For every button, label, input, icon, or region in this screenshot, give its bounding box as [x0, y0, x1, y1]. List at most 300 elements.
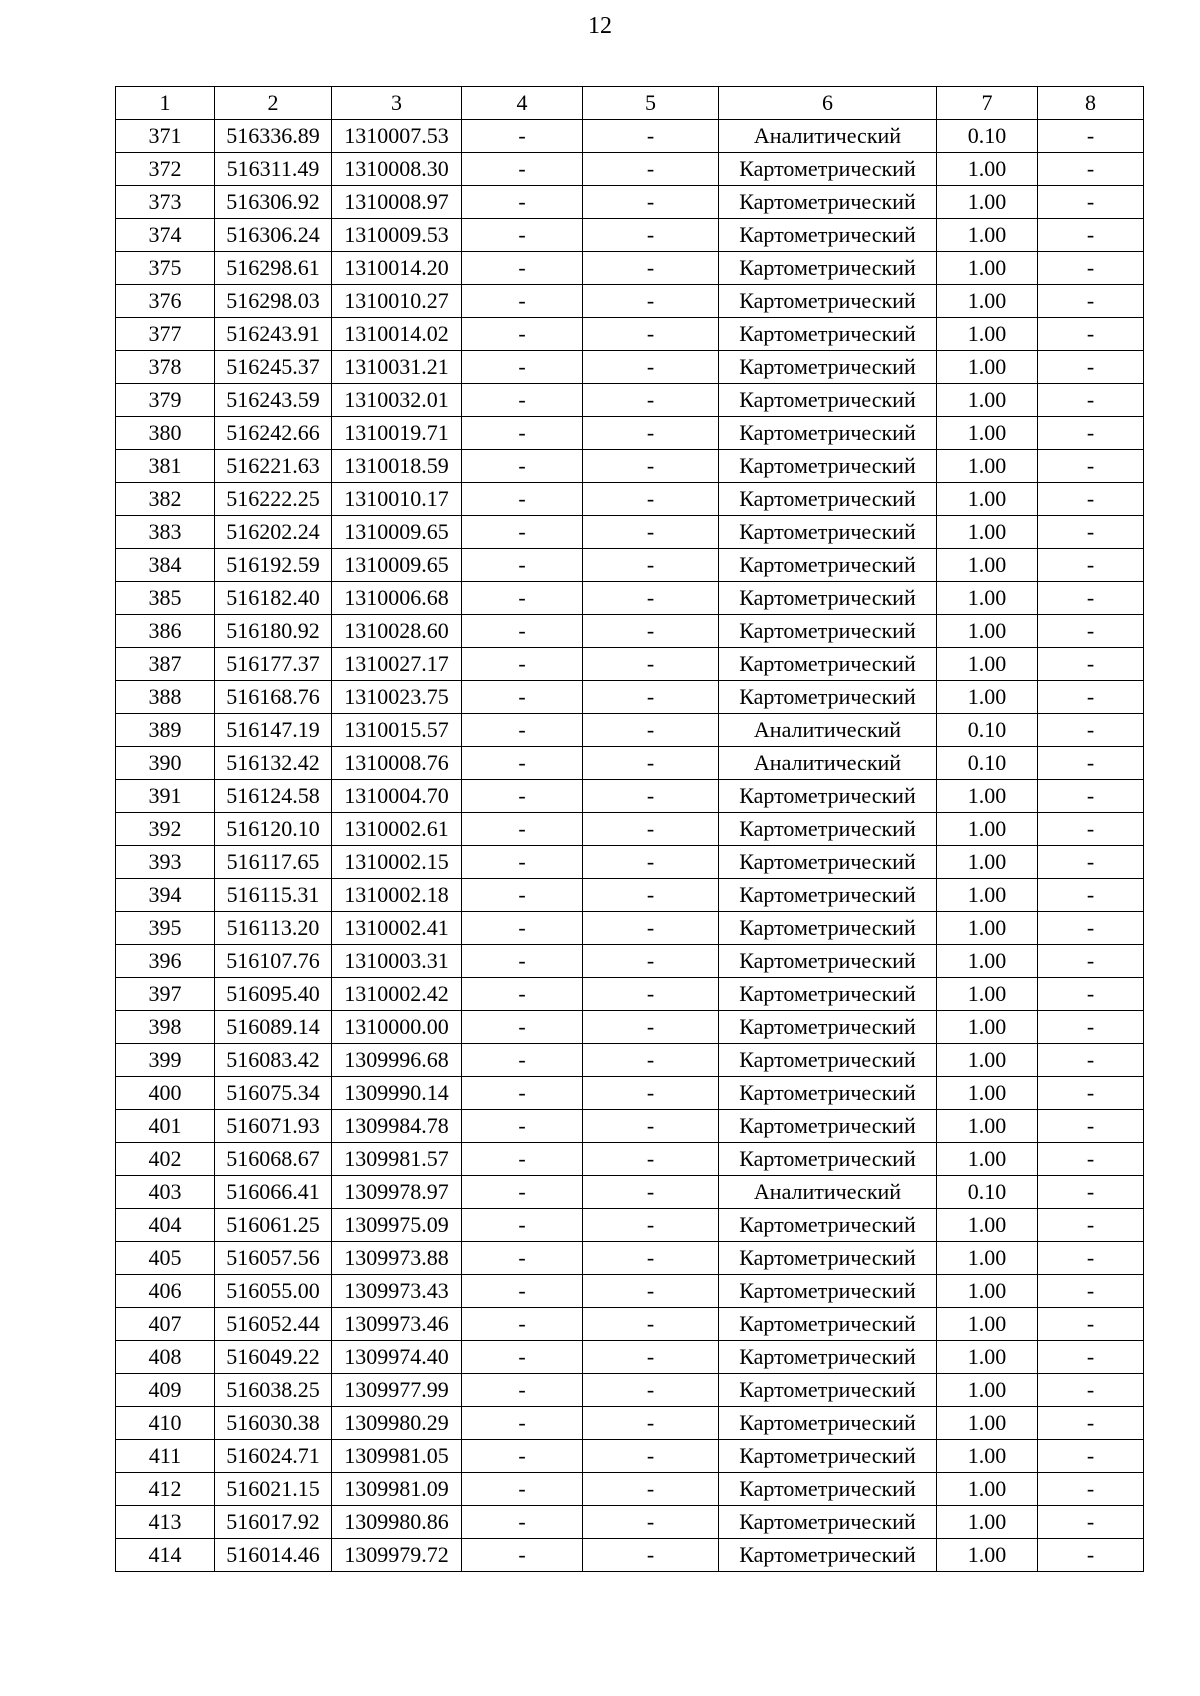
cell-col-4: - — [462, 1275, 583, 1308]
cell-method: Картометрический — [719, 780, 937, 813]
cell-col-8: - — [1038, 648, 1144, 681]
cell-point-number: 383 — [116, 516, 215, 549]
cell-x-coordinate: 516052.44 — [215, 1308, 332, 1341]
cell-point-number: 387 — [116, 648, 215, 681]
table-row — [116, 450, 1144, 483]
cell-method: Картометрический — [719, 1374, 937, 1407]
table-row — [116, 384, 1144, 417]
cell-col-8: - — [1038, 1275, 1144, 1308]
cell-x-coordinate: 516306.92 — [215, 186, 332, 219]
cell-x-coordinate: 516024.71 — [215, 1440, 332, 1473]
cell-col-4: - — [462, 1341, 583, 1374]
cell-col-8: - — [1038, 582, 1144, 615]
cell-col-8: - — [1038, 1110, 1144, 1143]
cell-point-number: 389 — [116, 714, 215, 747]
cell-method: Картометрический — [719, 681, 937, 714]
cell-accuracy: 0.10 — [937, 714, 1038, 747]
cell-col-8: - — [1038, 1374, 1144, 1407]
table-row — [116, 813, 1144, 846]
cell-col-8: - — [1038, 945, 1144, 978]
cell-col-4: - — [462, 219, 583, 252]
cell-col-8: - — [1038, 1242, 1144, 1275]
cell-method: Картометрический — [719, 615, 937, 648]
cell-y-coordinate: 1310014.02 — [332, 318, 462, 351]
cell-x-coordinate: 516117.65 — [215, 846, 332, 879]
table-row — [116, 747, 1144, 780]
cell-col-5: - — [583, 648, 719, 681]
column-header-3: 3 — [332, 87, 462, 120]
column-header-7: 7 — [937, 87, 1038, 120]
cell-y-coordinate: 1310018.59 — [332, 450, 462, 483]
cell-col-4: - — [462, 417, 583, 450]
cell-method: Картометрический — [719, 1110, 937, 1143]
coordinates-table — [115, 86, 1144, 1572]
page-number: 12 — [588, 13, 612, 39]
cell-col-8: - — [1038, 1506, 1144, 1539]
cell-col-8: - — [1038, 120, 1144, 153]
cell-y-coordinate: 1310019.71 — [332, 417, 462, 450]
cell-col-8: - — [1038, 714, 1144, 747]
cell-col-5: - — [583, 1143, 719, 1176]
cell-point-number: 413 — [116, 1506, 215, 1539]
cell-point-number: 412 — [116, 1473, 215, 1506]
cell-method: Картометрический — [719, 1275, 937, 1308]
cell-y-coordinate: 1310023.75 — [332, 681, 462, 714]
cell-x-coordinate: 516222.25 — [215, 483, 332, 516]
cell-method: Картометрический — [719, 1308, 937, 1341]
table-row — [116, 219, 1144, 252]
cell-col-5: - — [583, 417, 719, 450]
cell-y-coordinate: 1310006.68 — [332, 582, 462, 615]
cell-point-number: 373 — [116, 186, 215, 219]
cell-accuracy: 1.00 — [937, 1341, 1038, 1374]
cell-col-5: - — [583, 252, 719, 285]
cell-y-coordinate: 1310027.17 — [332, 648, 462, 681]
cell-y-coordinate: 1309978.97 — [332, 1176, 462, 1209]
cell-accuracy: 1.00 — [937, 978, 1038, 1011]
cell-method: Картометрический — [719, 252, 937, 285]
cell-y-coordinate: 1309990.14 — [332, 1077, 462, 1110]
table-row — [116, 648, 1144, 681]
cell-accuracy: 1.00 — [937, 1077, 1038, 1110]
cell-col-4: - — [462, 120, 583, 153]
cell-col-8: - — [1038, 285, 1144, 318]
cell-method: Картометрический — [719, 1506, 937, 1539]
cell-col-4: - — [462, 450, 583, 483]
cell-y-coordinate: 1309981.09 — [332, 1473, 462, 1506]
cell-x-coordinate: 516180.92 — [215, 615, 332, 648]
cell-x-coordinate: 516107.76 — [215, 945, 332, 978]
cell-col-5: - — [583, 846, 719, 879]
cell-col-8: - — [1038, 153, 1144, 186]
cell-point-number: 371 — [116, 120, 215, 153]
cell-col-4: - — [462, 318, 583, 351]
cell-method: Аналитический — [719, 120, 937, 153]
cell-col-4: - — [462, 1308, 583, 1341]
table-row — [116, 582, 1144, 615]
table-row — [116, 120, 1144, 153]
cell-y-coordinate: 1309975.09 — [332, 1209, 462, 1242]
cell-method: Картометрический — [719, 351, 937, 384]
cell-point-number: 402 — [116, 1143, 215, 1176]
cell-col-5: - — [583, 1242, 719, 1275]
table-row — [116, 318, 1144, 351]
cell-col-8: - — [1038, 186, 1144, 219]
cell-col-4: - — [462, 879, 583, 912]
table-row — [116, 1242, 1144, 1275]
cell-method: Картометрический — [719, 846, 937, 879]
cell-col-8: - — [1038, 846, 1144, 879]
cell-y-coordinate: 1310000.00 — [332, 1011, 462, 1044]
table-body — [116, 120, 1144, 1572]
cell-y-coordinate: 1309973.43 — [332, 1275, 462, 1308]
cell-accuracy: 1.00 — [937, 813, 1038, 846]
cell-col-4: - — [462, 681, 583, 714]
cell-x-coordinate: 516089.14 — [215, 1011, 332, 1044]
cell-method: Картометрический — [719, 582, 937, 615]
cell-accuracy: 1.00 — [937, 615, 1038, 648]
cell-col-8: - — [1038, 318, 1144, 351]
table-row — [116, 1539, 1144, 1572]
cell-col-5: - — [583, 1209, 719, 1242]
cell-y-coordinate: 1310002.42 — [332, 978, 462, 1011]
cell-accuracy: 1.00 — [937, 1011, 1038, 1044]
cell-accuracy: 1.00 — [937, 1506, 1038, 1539]
cell-point-number: 403 — [116, 1176, 215, 1209]
cell-col-8: - — [1038, 1143, 1144, 1176]
cell-y-coordinate: 1310009.65 — [332, 549, 462, 582]
table-row — [116, 549, 1144, 582]
cell-point-number: 394 — [116, 879, 215, 912]
cell-y-coordinate: 1310028.60 — [332, 615, 462, 648]
cell-accuracy: 1.00 — [937, 450, 1038, 483]
cell-col-5: - — [583, 945, 719, 978]
cell-point-number: 414 — [116, 1539, 215, 1572]
cell-point-number: 408 — [116, 1341, 215, 1374]
cell-accuracy: 1.00 — [937, 252, 1038, 285]
cell-x-coordinate: 516245.37 — [215, 351, 332, 384]
cell-accuracy: 1.00 — [937, 153, 1038, 186]
cell-method: Картометрический — [719, 516, 937, 549]
cell-method: Картометрический — [719, 1440, 937, 1473]
cell-accuracy: 1.00 — [937, 1143, 1038, 1176]
table-row — [116, 1209, 1144, 1242]
cell-col-5: - — [583, 120, 719, 153]
cell-col-8: - — [1038, 615, 1144, 648]
table-row — [116, 879, 1144, 912]
cell-point-number: 385 — [116, 582, 215, 615]
cell-x-coordinate: 516115.31 — [215, 879, 332, 912]
cell-y-coordinate: 1309979.72 — [332, 1539, 462, 1572]
table-row — [116, 615, 1144, 648]
cell-col-4: - — [462, 1440, 583, 1473]
column-header-8: 8 — [1038, 87, 1144, 120]
cell-x-coordinate: 516038.25 — [215, 1374, 332, 1407]
cell-y-coordinate: 1310010.17 — [332, 483, 462, 516]
cell-col-8: - — [1038, 1539, 1144, 1572]
cell-col-5: - — [583, 1539, 719, 1572]
cell-y-coordinate: 1309984.78 — [332, 1110, 462, 1143]
cell-col-8: - — [1038, 1044, 1144, 1077]
table-row — [116, 252, 1144, 285]
table-row — [116, 1011, 1144, 1044]
cell-method: Картометрический — [719, 384, 937, 417]
cell-method: Картометрический — [719, 1539, 937, 1572]
cell-accuracy: 1.00 — [937, 285, 1038, 318]
cell-method: Картометрический — [719, 1341, 937, 1374]
table-row — [116, 1308, 1144, 1341]
cell-method: Картометрический — [719, 879, 937, 912]
cell-method: Картометрический — [719, 285, 937, 318]
table-row — [116, 912, 1144, 945]
cell-accuracy: 1.00 — [937, 879, 1038, 912]
cell-y-coordinate: 1309980.86 — [332, 1506, 462, 1539]
column-header-6: 6 — [719, 87, 937, 120]
cell-col-8: - — [1038, 1341, 1144, 1374]
cell-col-4: - — [462, 516, 583, 549]
cell-col-5: - — [583, 483, 719, 516]
cell-method: Аналитический — [719, 747, 937, 780]
cell-col-4: - — [462, 714, 583, 747]
cell-point-number: 388 — [116, 681, 215, 714]
cell-col-5: - — [583, 1506, 719, 1539]
cell-x-coordinate: 516168.76 — [215, 681, 332, 714]
cell-col-8: - — [1038, 978, 1144, 1011]
cell-accuracy: 1.00 — [937, 1275, 1038, 1308]
cell-col-5: - — [583, 615, 719, 648]
cell-accuracy: 1.00 — [937, 483, 1038, 516]
cell-col-4: - — [462, 780, 583, 813]
cell-col-8: - — [1038, 813, 1144, 846]
cell-method: Картометрический — [719, 483, 937, 516]
cell-x-coordinate: 516014.46 — [215, 1539, 332, 1572]
cell-col-5: - — [583, 285, 719, 318]
cell-point-number: 392 — [116, 813, 215, 846]
cell-y-coordinate: 1310010.27 — [332, 285, 462, 318]
cell-x-coordinate: 516066.41 — [215, 1176, 332, 1209]
cell-col-5: - — [583, 516, 719, 549]
cell-x-coordinate: 516177.37 — [215, 648, 332, 681]
table-row — [116, 945, 1144, 978]
cell-x-coordinate: 516017.92 — [215, 1506, 332, 1539]
cell-x-coordinate: 516336.89 — [215, 120, 332, 153]
cell-accuracy: 1.00 — [937, 1242, 1038, 1275]
cell-col-8: - — [1038, 450, 1144, 483]
cell-x-coordinate: 516071.93 — [215, 1110, 332, 1143]
cell-y-coordinate: 1310031.21 — [332, 351, 462, 384]
cell-col-8: - — [1038, 1308, 1144, 1341]
cell-method: Картометрический — [719, 186, 937, 219]
cell-col-8: - — [1038, 417, 1144, 450]
cell-col-4: - — [462, 186, 583, 219]
cell-y-coordinate: 1309981.57 — [332, 1143, 462, 1176]
cell-point-number: 393 — [116, 846, 215, 879]
cell-accuracy: 1.00 — [937, 1308, 1038, 1341]
cell-col-5: - — [583, 1440, 719, 1473]
cell-col-4: - — [462, 1539, 583, 1572]
cell-col-5: - — [583, 582, 719, 615]
cell-accuracy: 1.00 — [937, 1209, 1038, 1242]
cell-y-coordinate: 1309973.46 — [332, 1308, 462, 1341]
table-row — [116, 285, 1144, 318]
table-row — [116, 780, 1144, 813]
cell-col-4: - — [462, 615, 583, 648]
cell-col-8: - — [1038, 1077, 1144, 1110]
cell-x-coordinate: 516030.38 — [215, 1407, 332, 1440]
cell-col-8: - — [1038, 879, 1144, 912]
cell-accuracy: 1.00 — [937, 219, 1038, 252]
cell-col-5: - — [583, 186, 719, 219]
cell-col-4: - — [462, 153, 583, 186]
cell-col-5: - — [583, 1011, 719, 1044]
table-row — [116, 153, 1144, 186]
cell-col-4: - — [462, 252, 583, 285]
cell-point-number: 374 — [116, 219, 215, 252]
cell-accuracy: 1.00 — [937, 318, 1038, 351]
cell-method: Картометрический — [719, 1242, 937, 1275]
cell-col-5: - — [583, 351, 719, 384]
cell-col-4: - — [462, 978, 583, 1011]
cell-method: Аналитический — [719, 1176, 937, 1209]
table-row — [116, 1077, 1144, 1110]
cell-point-number: 401 — [116, 1110, 215, 1143]
cell-point-number: 372 — [116, 153, 215, 186]
cell-point-number: 398 — [116, 1011, 215, 1044]
table-row — [116, 1440, 1144, 1473]
cell-y-coordinate: 1310003.31 — [332, 945, 462, 978]
cell-point-number: 400 — [116, 1077, 215, 1110]
cell-accuracy: 1.00 — [937, 516, 1038, 549]
cell-col-8: - — [1038, 384, 1144, 417]
table-row — [116, 351, 1144, 384]
cell-col-5: - — [583, 153, 719, 186]
cell-point-number: 404 — [116, 1209, 215, 1242]
cell-col-5: - — [583, 384, 719, 417]
table-row — [116, 1374, 1144, 1407]
cell-point-number: 380 — [116, 417, 215, 450]
cell-x-coordinate: 516182.40 — [215, 582, 332, 615]
cell-col-5: - — [583, 681, 719, 714]
cell-method: Картометрический — [719, 813, 937, 846]
cell-col-5: - — [583, 1077, 719, 1110]
cell-x-coordinate: 516192.59 — [215, 549, 332, 582]
cell-y-coordinate: 1309973.88 — [332, 1242, 462, 1275]
cell-method: Картометрический — [719, 648, 937, 681]
cell-col-4: - — [462, 648, 583, 681]
cell-point-number: 391 — [116, 780, 215, 813]
column-header-5: 5 — [583, 87, 719, 120]
cell-col-4: - — [462, 384, 583, 417]
cell-y-coordinate: 1309977.99 — [332, 1374, 462, 1407]
cell-col-4: - — [462, 483, 583, 516]
table-row — [116, 1275, 1144, 1308]
cell-col-5: - — [583, 813, 719, 846]
cell-accuracy: 1.00 — [937, 1044, 1038, 1077]
cell-x-coordinate: 516120.10 — [215, 813, 332, 846]
table-row — [116, 714, 1144, 747]
cell-col-4: - — [462, 1077, 583, 1110]
cell-x-coordinate: 516221.63 — [215, 450, 332, 483]
cell-x-coordinate: 516055.00 — [215, 1275, 332, 1308]
cell-col-5: - — [583, 450, 719, 483]
cell-x-coordinate: 516243.91 — [215, 318, 332, 351]
cell-accuracy: 1.00 — [937, 1374, 1038, 1407]
cell-accuracy: 1.00 — [937, 384, 1038, 417]
cell-col-5: - — [583, 1341, 719, 1374]
cell-x-coordinate: 516243.59 — [215, 384, 332, 417]
cell-col-8: - — [1038, 1011, 1144, 1044]
cell-accuracy: 0.10 — [937, 747, 1038, 780]
cell-x-coordinate: 516113.20 — [215, 912, 332, 945]
cell-accuracy: 1.00 — [937, 351, 1038, 384]
cell-col-5: - — [583, 1374, 719, 1407]
table-row — [116, 483, 1144, 516]
cell-point-number: 406 — [116, 1275, 215, 1308]
cell-accuracy: 1.00 — [937, 1110, 1038, 1143]
cell-col-5: - — [583, 1473, 719, 1506]
cell-method: Картометрический — [719, 549, 937, 582]
cell-accuracy: 0.10 — [937, 1176, 1038, 1209]
cell-y-coordinate: 1310008.97 — [332, 186, 462, 219]
cell-y-coordinate: 1310002.41 — [332, 912, 462, 945]
cell-y-coordinate: 1310008.76 — [332, 747, 462, 780]
cell-col-8: - — [1038, 912, 1144, 945]
cell-accuracy: 1.00 — [937, 846, 1038, 879]
cell-method: Картометрический — [719, 153, 937, 186]
cell-x-coordinate: 516306.24 — [215, 219, 332, 252]
cell-y-coordinate: 1310032.01 — [332, 384, 462, 417]
cell-col-5: - — [583, 1308, 719, 1341]
cell-point-number: 390 — [116, 747, 215, 780]
cell-col-8: - — [1038, 747, 1144, 780]
cell-y-coordinate: 1310008.30 — [332, 153, 462, 186]
cell-point-number: 386 — [116, 615, 215, 648]
table-row — [116, 978, 1144, 1011]
table-row — [116, 417, 1144, 450]
cell-col-5: - — [583, 1176, 719, 1209]
cell-col-5: - — [583, 978, 719, 1011]
cell-point-number: 378 — [116, 351, 215, 384]
cell-point-number: 375 — [116, 252, 215, 285]
cell-col-5: - — [583, 549, 719, 582]
cell-col-4: - — [462, 1407, 583, 1440]
cell-method: Картометрический — [719, 978, 937, 1011]
cell-x-coordinate: 516298.61 — [215, 252, 332, 285]
cell-col-4: - — [462, 1176, 583, 1209]
cell-col-5: - — [583, 714, 719, 747]
table-row — [116, 1341, 1144, 1374]
cell-accuracy: 1.00 — [937, 582, 1038, 615]
cell-accuracy: 1.00 — [937, 1407, 1038, 1440]
cell-col-5: - — [583, 780, 719, 813]
cell-col-8: - — [1038, 681, 1144, 714]
cell-col-4: - — [462, 813, 583, 846]
cell-accuracy: 1.00 — [937, 648, 1038, 681]
column-header-4: 4 — [462, 87, 583, 120]
cell-method: Картометрический — [719, 912, 937, 945]
table-row — [116, 1143, 1144, 1176]
cell-accuracy: 1.00 — [937, 1539, 1038, 1572]
table-row — [116, 1044, 1144, 1077]
cell-col-4: - — [462, 549, 583, 582]
cell-x-coordinate: 516083.42 — [215, 1044, 332, 1077]
cell-accuracy: 1.00 — [937, 186, 1038, 219]
cell-x-coordinate: 516124.58 — [215, 780, 332, 813]
cell-point-number: 379 — [116, 384, 215, 417]
cell-col-5: - — [583, 318, 719, 351]
cell-col-4: - — [462, 912, 583, 945]
table-row — [116, 516, 1144, 549]
